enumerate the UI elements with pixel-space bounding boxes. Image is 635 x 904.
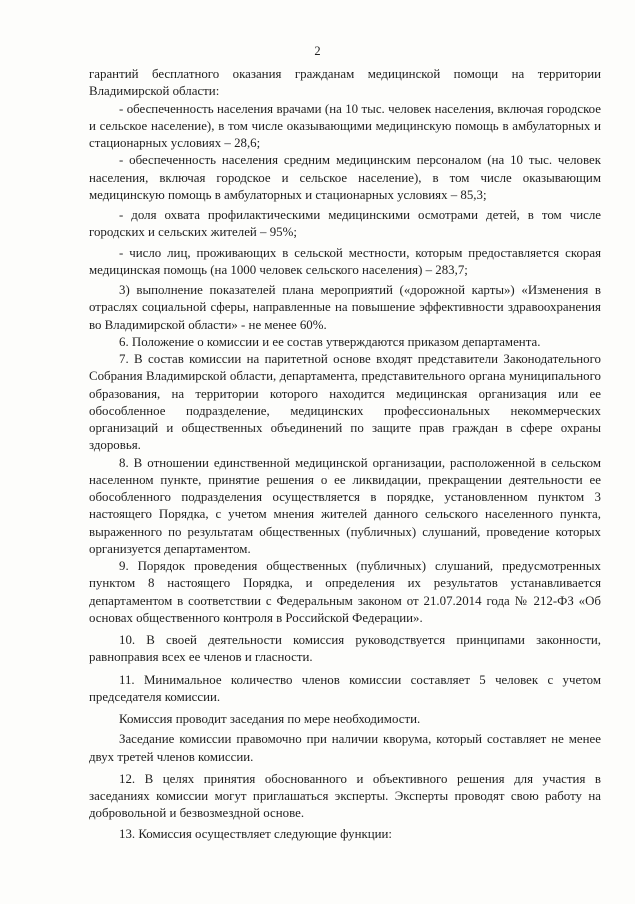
paragraph-11-quorum: Заседание комиссии правомочно при наличии кворума, который составляет не менее двух третей членов комиссии. — [89, 732, 601, 764]
paragraph-6: 6. Положение о комиссии и ее состав утверждаются приказом департамента. — [119, 334, 541, 349]
paragraph-intro-continued: гарантий бесплатного оказания гражданам медицинской помощи на территории Владимирской области: — [89, 67, 601, 99]
paragraph-9: 9. Порядок проведения общественных (публичных) слушаний, предусмотренных пунктом 8 настоящего Порядка, и определения их результатов устанавливается департаментом в соответствии с Федеральным законом от 21.07.2014 года № 212-ФЗ «Об основах общественного контроля в Российской Федерации». — [89, 559, 601, 625]
list-item-nurses-ratio: - обеспеченность населения средним медицинским персоналом (на 10 тыс. человек населения, включая городское и сельское население), в том числе оказывающим медицинскую помощь в амбулаторных и стационарных условиях – 85,3; — [89, 153, 601, 202]
paragraph-10: 10. В своей деятельности комиссия руководствуется принципами законности, равноправия всех ее членов и гласности. — [89, 633, 601, 665]
paragraph-8: 8. В отношении единственной медицинской организации, расположенной в сельском населенном пункте, принятие решения о ее ликвидации, прекращении деятельности ее обособленного подразделения осуществляется в порядке, установленном пунктом 3 настоящего Порядка, с учетом мнения жителей данного сельского населенного пункта, выраженного по результатам общественных (публичных) слушаний, проведение которых организуется департаментом. — [89, 455, 601, 556]
paragraph-11-meetings: Комиссия проводит заседания по мере необходимости. — [119, 712, 421, 726]
list-item-doctors-ratio: - обеспеченность населения врачами (на 10 тыс. человек населения, включая городское и сельское население), в том числе оказывающими медицинскую помощь в амбулаторных и стационарных условиях – 28,6; — [89, 101, 601, 150]
list-item-roadmap: 3) выполнение показателей плана мероприятий («дорожной карты») «Изменения в отраслях социальной сферы, направленные на повышение эффективности здравоохранения во Владимирской области» - не менее 60%. — [89, 283, 601, 332]
paragraph-13: 13. Комиссия осуществляет следующие функции: — [119, 826, 393, 841]
paragraph-7: 7. В состав комиссии на паритетной основе входят представители Законодательного Собрания Владимирской области, департамента, представительного органа муниципального образования, на территории которого находится медицинская организация или ее обособленное подразделение, медицинских профессиональных некоммерческих организаций и общественных объединений по защите прав граждан в сфере охраны здоровья. — [89, 352, 601, 453]
document-body — [89, 66, 601, 843]
list-item-child-checkups: - доля охвата профилактическими медицинскими осмотрами детей, в том числе городских и сельских жителей – 95%; — [89, 208, 601, 240]
list-item-rural-ambulance: - число лиц, проживающих в сельской местности, которым предоставляется скорая медицинская помощь (на 1000 человек сельского населения) – 283,7; — [89, 245, 601, 277]
paragraph-11: 11. Минимальное количество членов комиссии составляет 5 человек с учетом председателя комиссии. — [89, 672, 601, 704]
page-number: 2 — [314, 44, 321, 58]
paragraph-12: 12. В целях принятия обоснованного и объективного решения для участия в заседаниях комиссии могут приглашаться эксперты. Эксперты проводят свою работу на добровольной и безвозмездной основе. — [89, 771, 601, 821]
